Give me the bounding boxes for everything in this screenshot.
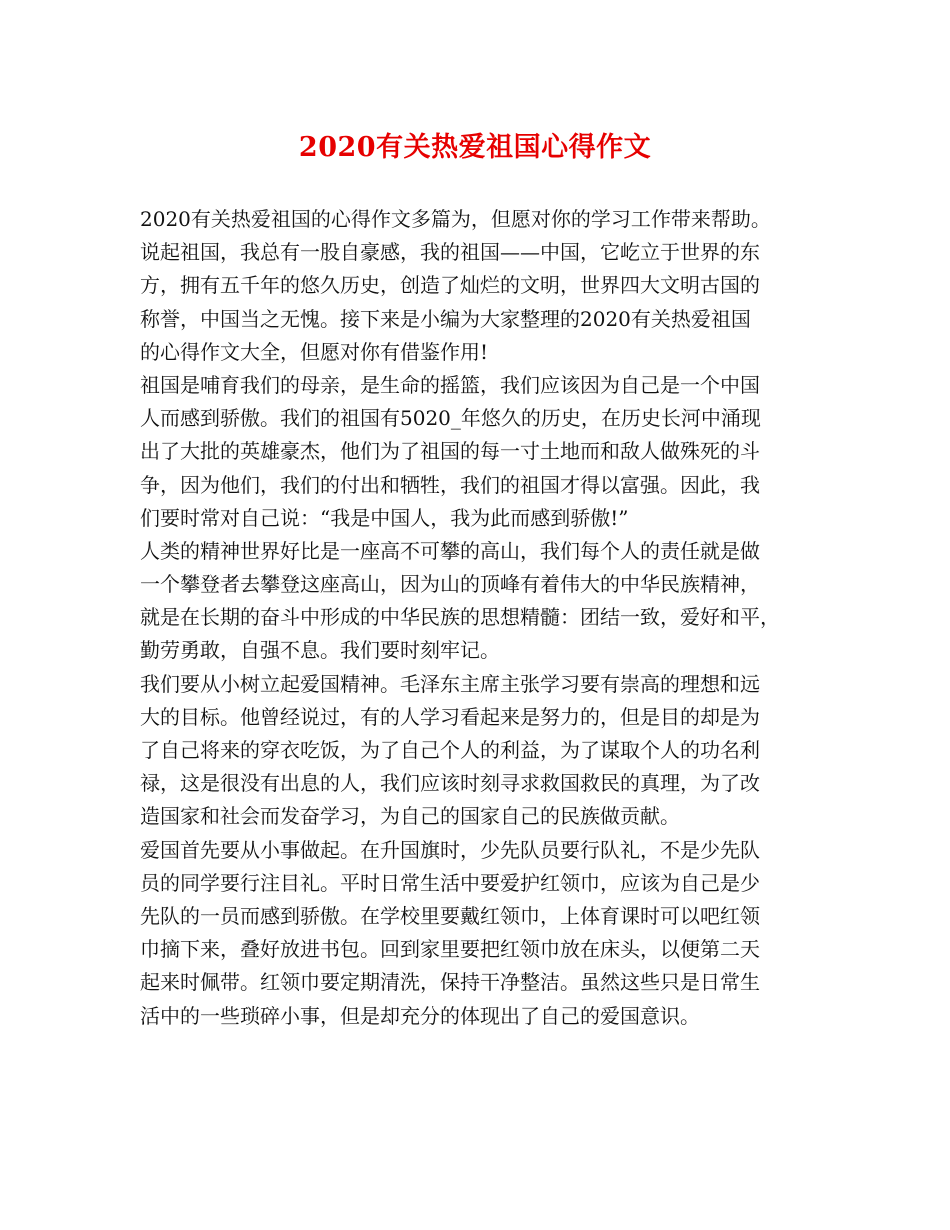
text-line: 称誉，中国当之无愧。接下来是小编为大家整理的2020有关热爱祖国: [140, 306, 751, 331]
text-line: 我们要从小树立起爱国精神。毛泽东主席主张学习要有崇高的理想和远: [140, 671, 760, 696]
text-line: 就是在长期的奋斗中形成的中华民族的思想精髓：团结一致，爱好和平，: [140, 605, 780, 630]
document-body: [140, 203, 830, 1033]
text-line: 们要时常对自己说：“我是中国人，我为此而感到骄傲!”: [140, 505, 629, 530]
text-line: 先队的一员而感到骄傲。在学校里要戴红领巾，上体育课时可以吧红领: [140, 903, 760, 928]
text-line: 造国家和社会而发奋学习，为自己的国家自己的民族做贡献。: [140, 804, 680, 829]
text-line: 方，拥有五千年的悠久历史，创造了灿烂的文明，世界四大文明古国的: [140, 273, 760, 298]
document-title: 2020有关热爱祖国心得作文: [298, 132, 652, 163]
text-line: 起来时佩带。红领巾要定期清洗，保持干净整洁。虽然这些只是日常生: [140, 970, 760, 995]
text-line: 员的同学要行注目礼。平时日常生活中要爱护红领巾，应该为自己是少: [140, 870, 760, 895]
text-line: 一个攀登者去攀登这座高山，因为山的顶峰有着伟大的中华民族精神，: [140, 572, 760, 597]
text-line: 2020有关热爱祖国的心得作文多篇为，但愿对你的学习工作带来帮助。: [140, 207, 771, 231]
text-line: 禄，这是很没有出息的人，我们应该时刻寻求救国救民的真理，为了改: [140, 771, 760, 796]
text-line: 大的目标。他曾经说过，有的人学习看起来是努力的，但是目的却是为: [140, 704, 760, 729]
text-line: 说起祖国，我总有一股自豪感，我的祖国——中国，它屹立于世界的东: [140, 240, 760, 265]
text-line: 活中的一些琐碎小事，但是却充分的体现出了自己的爱国意识。: [140, 1003, 700, 1028]
text-line: 人类的精神世界好比是一座高不可攀的高山，我们每个人的责任就是做: [140, 538, 760, 563]
text-line: 人而感到骄傲。我们的祖国有5020_年悠久的历史，在历史长河中涌现: [140, 406, 761, 431]
text-line: 出了大批的英雄豪杰，他们为了祖国的每一寸土地而和敌人做殊死的斗: [140, 439, 760, 464]
text-line: 爱国首先要从小事做起。在升国旗时，少先队员要行队礼，不是少先队: [140, 837, 760, 862]
text-line: 祖国是哺育我们的母亲，是生命的摇篮，我们应该因为自己是一个中国: [140, 372, 760, 397]
text-line: 巾摘下来，叠好放进书包。回到家里要把红领巾放在床头，以便第二天: [140, 937, 760, 962]
text-line: 勤劳勇敢，自强不息。我们要时刻牢记。: [140, 638, 500, 663]
text-line: 了自己将来的穿衣吃饭，为了自己个人的利益，为了谋取个人的功名利: [140, 738, 760, 762]
text-line: 的心得作文大全，但愿对你有借鉴作用!: [140, 339, 489, 364]
text-line: 争，因为他们，我们的付出和牺牲，我们的祖国才得以富强。因此，我: [140, 472, 760, 497]
